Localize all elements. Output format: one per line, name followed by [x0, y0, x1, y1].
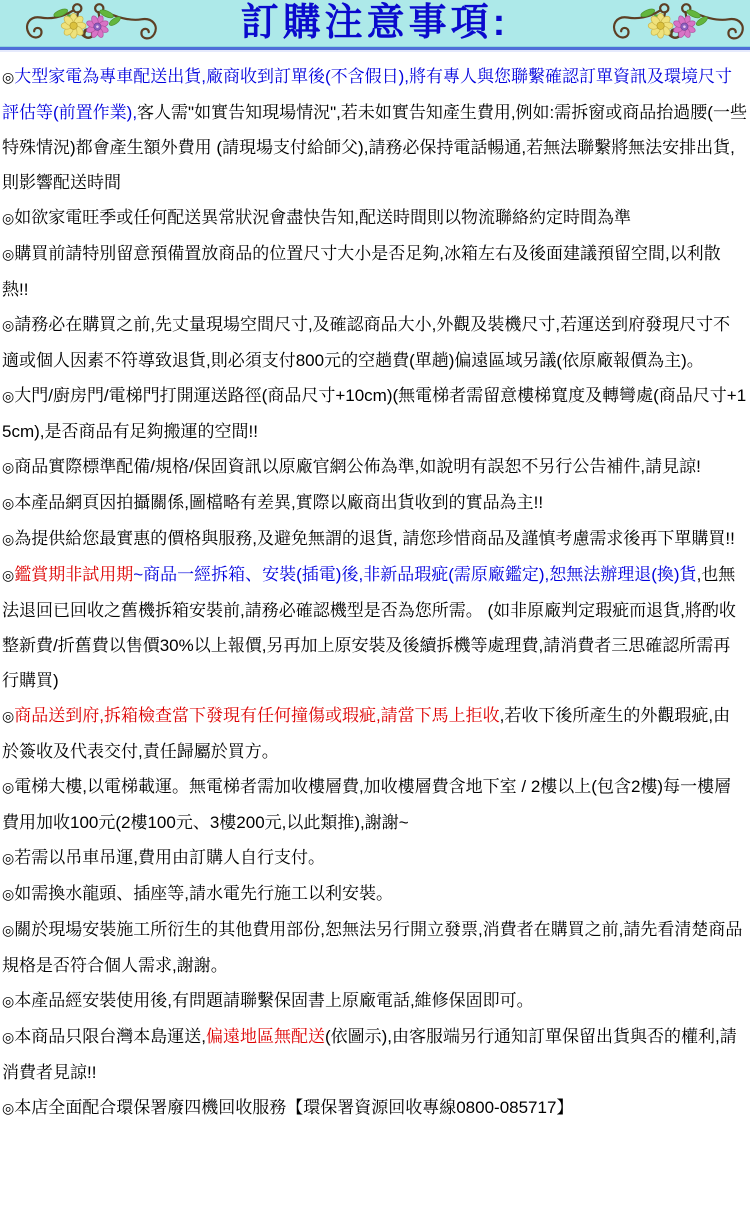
- notice-text-segment: 如需換水龍頭、插座等,請水電先行施工以利安裝。: [14, 884, 393, 903]
- notice-text-segment: 本產品經安裝使用後,有問題請聯繫保固書上原廠電話,維修保固即可。: [14, 991, 534, 1010]
- notice-text-segment: 商品實際標準配備/規格/保固資訊以原廠官網公佈為準,如說明有誤恕不另行公告補件,請見諒!: [14, 457, 701, 476]
- notice-item: [2, 876, 747, 912]
- notice-item: [2, 557, 747, 698]
- notice-text-segment: 大型家電為專車配送出貨,廠商收到訂單後(不含假日),將有專人與您聯繫確認訂單資訊及環境尺寸評估等(前置作業),: [2, 67, 732, 122]
- bullet-icon: ◎: [2, 567, 15, 583]
- bullet-icon: ◎: [2, 779, 15, 795]
- notice-header: [0, 0, 750, 46]
- bullet-icon: ◎: [2, 531, 15, 547]
- page-title: 訂購注意事項:: [240, 2, 510, 44]
- bullet-icon: ◎: [2, 993, 15, 1009]
- notice-item: [2, 912, 747, 983]
- floral-ornament-right-icon: [609, 1, 747, 50]
- notice-item: [2, 378, 747, 449]
- bullet-icon: ◎: [2, 388, 15, 404]
- bullet-icon: ◎: [2, 1029, 15, 1045]
- notice-text-segment: 商品送到府,拆箱檢查當下發現有任何撞傷或瑕疵,請當下馬上拒收: [14, 706, 500, 725]
- notice-text-segment: 客人需"如實告知現場情況",若未如實告知產生費用,例如:需拆窗或商品抬過腰(一些特殊情況)都會產生額外費用 (請現場支付給師父),請務必保持電話暢通,若無法聯繫將無法安排出貨,則影響配送時間: [2, 103, 747, 192]
- notice-item: [2, 983, 747, 1019]
- bullet-icon: ◎: [2, 495, 15, 511]
- notice-item: [2, 769, 747, 840]
- notice-text-segment: 本產品網頁因拍攝關係,圖檔略有差異,實際以廠商出貨收到的實品為主!!: [14, 493, 544, 512]
- bullet-icon: ◎: [2, 246, 15, 262]
- bullet-icon: ◎: [2, 459, 15, 475]
- notice-item: [2, 59, 747, 200]
- bullet-icon: ◎: [2, 708, 15, 724]
- notice-text-segment: 偏遠地區無配送: [205, 1027, 325, 1046]
- notice-list: [0, 52, 750, 1126]
- notice-text-segment: 請務必在購買之前,先丈量現場空間尺寸,及確認商品大小,外觀及裝機尺寸,若運送到府發現尺寸不適或個人因素不符導致退貨,則必須支付800元的空趟費(單趟)偏遠區域另議(依原廠報價為主)。: [2, 315, 731, 370]
- floral-ornament-left-icon: [22, 1, 160, 50]
- notice-item: [2, 698, 747, 769]
- notice-text-segment: (依圖示),由客服端另行通知訂單保留出貨與否的權利,請消費者見諒!!: [2, 1027, 737, 1082]
- bullet-icon: ◎: [2, 317, 15, 333]
- notice-text-segment: ,若收下後所產生的外觀瑕疵,由於簽收及代表交付,責任歸屬於買方。: [2, 706, 731, 761]
- notice-item: [2, 1090, 747, 1126]
- notice-text-segment: 關於現場安裝施工所衍生的其他費用部份,恕無法另行開立發票,消費者在購買之前,請先看清楚商品規格是否符合個人需求,謝謝。: [2, 920, 743, 975]
- notice-item: [2, 1019, 747, 1090]
- notice-text-segment: 鑑賞期非試用期: [14, 565, 134, 584]
- notice-text-segment: 購買前請特別留意預備置放商品的位置尺寸大小是否足夠,冰箱左右及後面建議預留空間,以利散熱!!: [2, 244, 721, 299]
- bullet-icon: ◎: [2, 922, 15, 938]
- bullet-icon: ◎: [2, 1100, 15, 1116]
- notice-item: [2, 236, 747, 307]
- notice-item: [2, 840, 747, 876]
- notice-text-segment: 大門/廚房門/電梯門打開運送路徑(商品尺寸+10cm)(無電梯者需留意樓梯寬度及轉彎處(商品尺寸+15cm),是否商品有足夠搬運的空間!!: [2, 386, 747, 441]
- notice-text-segment: 若需以吊車吊運,費用由訂購人自行支付。: [14, 848, 325, 867]
- bullet-icon: ◎: [2, 210, 15, 226]
- notice-text-segment: 如欲家電旺季或任何配送異常狀況會盡快告知,配送時間則以物流聯絡約定時間為準: [14, 208, 631, 227]
- notice-item: [2, 485, 747, 521]
- bullet-icon: ◎: [2, 850, 15, 866]
- notice-text-segment: 本商品只限台灣本島運送,: [14, 1027, 206, 1046]
- bullet-icon: ◎: [2, 69, 15, 85]
- notice-item: [2, 307, 747, 378]
- notice-text-segment: ~商品一經拆箱、安裝(插電)後,非新品瑕疵(需原廠鑑定),恕無法辦理退(換)貨: [133, 565, 697, 584]
- notice-text-segment: 為提供給您最實惠的價格與服務,及避免無謂的退貨, 請您珍惜商品及謹慎考慮需求後再下單購買!!: [14, 529, 735, 548]
- notice-text-segment: 本店全面配合環保署廢四機回收服務【環保署資源回收專線0800-085717】: [14, 1098, 574, 1117]
- notice-text-segment: ,也無法退回已回收之舊機拆箱安裝前,請務必確認機型是否為您所需。 (如非原廠判定瑕疵而退貨,將酌收整新費/折舊費以售價30%以上報價,另再加上原安裝及後續拆機等處理費,請消費者三思確認所需再行購買): [2, 565, 736, 690]
- notice-item: [2, 200, 747, 236]
- notice-item: [2, 521, 747, 557]
- notice-text-segment: 電梯大樓,以電梯載運。無電梯者需加收樓層費,加收樓層費含地下室 / 2樓以上(包含2樓)每一樓層費用加收100元(2樓100元、3樓200元,以此類推),謝謝~: [2, 777, 732, 832]
- bullet-icon: ◎: [2, 886, 15, 902]
- notice-item: [2, 449, 747, 485]
